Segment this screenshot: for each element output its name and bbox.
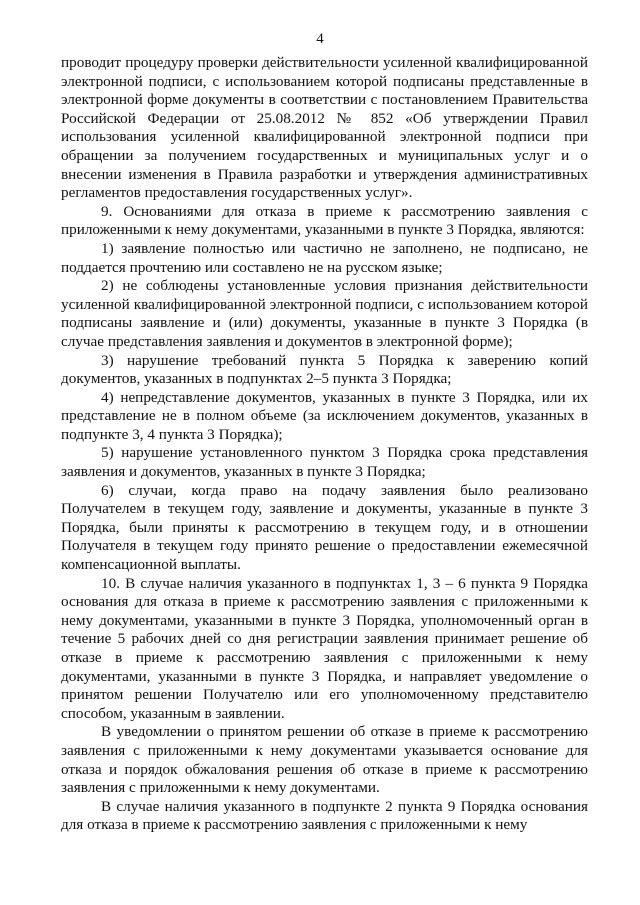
paragraph-subitem-4: 4) непредставление документов, указанных в пункте 3 Порядка, или их представление не в полном объеме (за исключением документов, указанных в подпункте 3, 4 пункта 3 Порядка); [61,388,588,443]
page-number: 4 [316,31,324,47]
paragraph-notice: В уведомлении о принятом решении об отказе в приеме к рассмотрению заявления с приложенными к нему документами указывается основание для отказа и порядок обжалования решения об отказе в приеме к рассмотрению заявления с приложенными к нему документами. [61,723,588,797]
paragraph-item-9: 9. Основаниями для отказа в приеме к рассмотрению заявления с приложенными к нему документами, указанными в пункте 3 Порядка, являются: [61,202,588,239]
paragraph-subitem-6: 6) случаи, когда право на подачу заявления было реализовано Получателем в текущем году, заявление и документы, указанные в пункте 3 Порядка, были приняты к рассмотрению в текущем году, и в отношении Получателя в текущем году принято решение о предоставлении ежемесячной компенсационной выплаты. [61,481,588,574]
paragraph-item-10: 10. В случае наличия указанного в подпунктах 1, 3 – 6 пункта 9 Порядка основания для отказа в приеме к рассмотрению заявления с приложенными к нему документами, указанными в пункте 3 Порядка, уполномоченный орган в течение 5 рабочих дней со дня регистрации заявления принимает решение об отказе в приеме к рассмотрению заявления с приложенными к нему документами, указанными в пункте 3 Порядка, и направляет уведомление о принятом решении Получателю или его уполномоченному представителю способом, указанным в заявлении. [61,574,588,722]
document-body [61,54,588,835]
paragraph-subitem-2: 2) не соблюдены установленные условия признания действительности усиленной квалифицированной электронной подписи, с использованием которой подписаны заявление и (или) документы, указанные в пункте 3 Порядка (в случае представления заявления и документов в электронной форме); [61,277,588,350]
paragraph-subitem-5: 5) нарушение установленного пунктом 3 Порядка срока представления заявления и документов, указанных в пункте 3 Порядка; [61,444,588,481]
paragraph-case-subitem-2: В случае наличия указанного в подпункте 2 пункта 9 Порядка основания для отказа в приеме к рассмотрению заявления с приложенными к нему [61,797,588,834]
paragraph-continuation: проводит процедуру проверки действительности усиленной квалифицированной электронной подписи, с использованием которой подписаны представленные в электронной форме документы в соответствии с постановлением Правительства Российской Федерации от 25.08.2012 № 852 «Об утверждении Правил использования усиленной квалифицированной электронной подписи при обращении за получением государственных и муниципальных услуг и о внесении изменения в Правила разработки и утверждения административных регламентов предоставления государственных услуг». [61,54,588,202]
paragraph-subitem-1: 1) заявление полностью или частично не заполнено, не подписано, не поддается прочтению или составлено не на русском языке; [61,239,588,276]
paragraph-subitem-3: 3) нарушение требований пункта 5 Порядка к заверению копий документов, указанных в подпунктах 2–5 пункта 3 Порядка; [61,351,588,388]
